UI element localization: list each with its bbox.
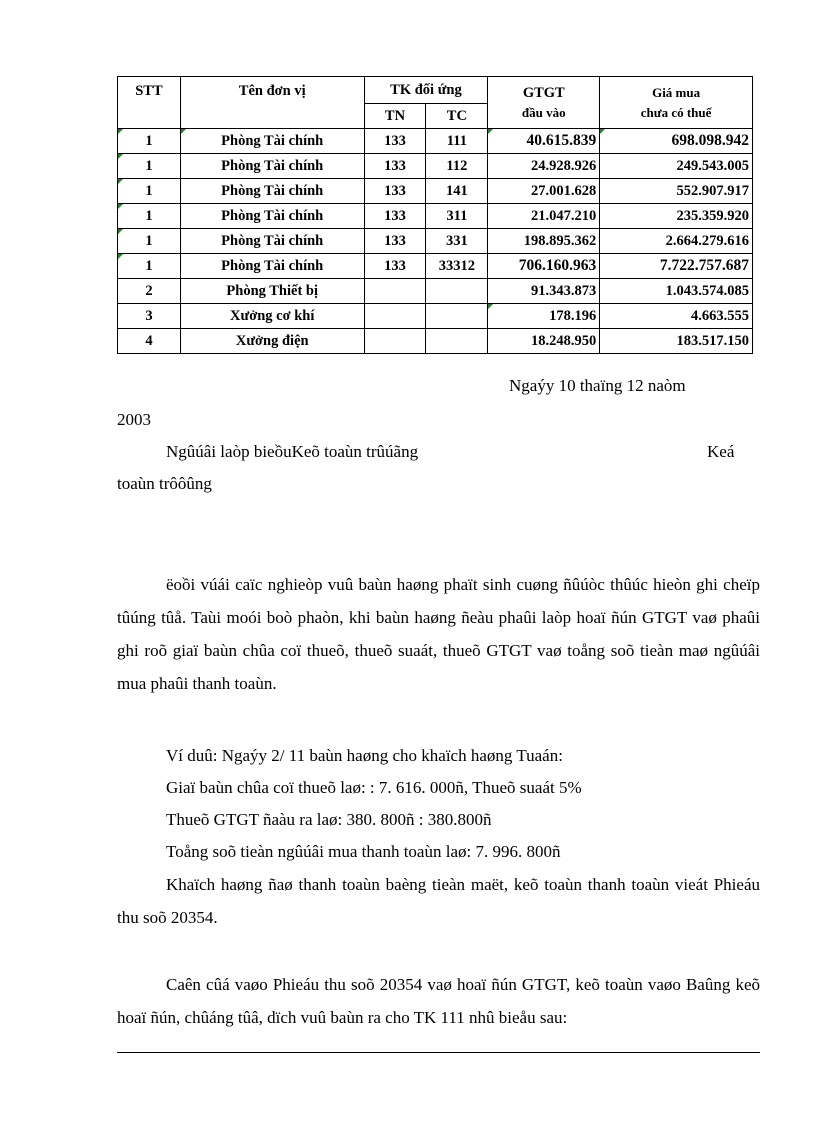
cell-unit: Phòng Tài chính <box>180 229 364 254</box>
cell-tn <box>364 329 426 354</box>
header-gtgt-line1: GTGT <box>522 84 565 101</box>
cell-tn: 133 <box>364 179 426 204</box>
cell-tn: 133 <box>364 154 426 179</box>
paragraph-1: ëoồi vúái caïc nghieòp vuû baùn haøng phaït sinh cuøng ñûúòc thûúc hieòn ghi cheïp tûúng tûå. Taùi moói boò phaòn, khi baùn haøng ñeàu phaûi laòp hoaï ñún GTGT vaø phaûi ghi roõ giaï baùn chûa coï thueõ, thueõ suaát, thueõ GTGT vaø toång soõ tieàn maø ngûúâi mua phaûi thanh toaùn. <box>117 575 760 693</box>
footer-rule <box>117 1052 760 1053</box>
cell-price: 7.722.757.687 <box>600 254 753 279</box>
cell-price: 235.359.920 <box>600 204 753 229</box>
cell-unit: Phòng Tài chính <box>180 179 364 204</box>
paragraph-3: Caên cûá vaøo Phieáu thu soõ 20354 vaø hoaï ñún GTGT, keõ toaùn vaøo Baûng keõ hoaï ñún, chûáng tûâ, dïch vuû baùn ra cho TK 111 nhû bieåu sau: <box>117 975 760 1027</box>
cell-stt: 3 <box>118 304 181 329</box>
cell-unit: Phòng Tài chính <box>180 129 364 154</box>
table-row <box>118 204 753 229</box>
cell-price: 552.907.917 <box>600 179 753 204</box>
cell-stt: 1 <box>118 204 181 229</box>
cell-tn <box>364 279 426 304</box>
cell-stt: 1 <box>118 129 181 154</box>
cell-stt: 1 <box>118 179 181 204</box>
signature-left: Ngûúâi laòp bieồuKeõ toaùn trûúãng <box>166 442 419 461</box>
year-line: 2003 <box>117 410 151 429</box>
cell-tc: 33312 <box>426 254 488 279</box>
cell-unit: Xưởng cơ khí <box>180 304 364 329</box>
cell-stt: 1 <box>118 229 181 254</box>
table-row <box>118 279 753 304</box>
cell-unit: Phòng Tài chính <box>180 204 364 229</box>
cell-tc: 112 <box>426 154 488 179</box>
cell-gtgt: 40.615.839 <box>488 129 600 154</box>
cell-gtgt: 178.196 <box>488 304 600 329</box>
cell-unit: Phòng Thiết bị <box>180 279 364 304</box>
cell-tc: 331 <box>426 229 488 254</box>
header-unit: Tên đơn vị <box>180 77 364 129</box>
cell-tc <box>426 329 488 354</box>
cell-gtgt: 91.343.873 <box>488 279 600 304</box>
cell-tc: 311 <box>426 204 488 229</box>
cell-price: 4.663.555 <box>600 304 753 329</box>
table-row <box>118 329 753 354</box>
cell-stt: 4 <box>118 329 181 354</box>
cell-unit: Phòng Tài chính <box>180 154 364 179</box>
paragraph-2: Khaïch haøng ñaø thanh toaùn baèng tieàn maët, keõ toaùn thanh toaùn vieát Phieáu thu soõ 20354. <box>117 875 760 927</box>
table-row <box>118 129 753 154</box>
cell-tn <box>364 304 426 329</box>
cell-tn: 133 <box>364 204 426 229</box>
header-price-line1: Giá mua <box>652 84 701 100</box>
cell-price: 2.664.279.616 <box>600 229 753 254</box>
cell-unit: Xưởng điện <box>180 329 364 354</box>
cell-gtgt: 198.895.362 <box>488 229 600 254</box>
cell-tc <box>426 279 488 304</box>
header-tn: TN <box>364 104 426 129</box>
cell-tc: 111 <box>426 129 488 154</box>
header-tk: TK đối ứng <box>364 77 488 104</box>
cell-unit: Phòng Tài chính <box>180 254 364 279</box>
cell-gtgt: 21.047.210 <box>488 204 600 229</box>
cell-tn: 133 <box>364 129 426 154</box>
table-row <box>118 179 753 204</box>
example-line-2: Giaï baùn chûa coï thueõ laø: : 7. 616. 000ñ, Thueõ suaát 5% <box>166 778 582 797</box>
cell-gtgt: 18.248.950 <box>488 329 600 354</box>
header-gtgt-line2: đầu vào <box>521 104 566 120</box>
cell-stt: 1 <box>118 254 181 279</box>
header-gtgt <box>488 77 600 129</box>
cell-tc: 141 <box>426 179 488 204</box>
cell-price: 183.517.150 <box>600 329 753 354</box>
signature-right-cont: toaùn trôôûng <box>117 474 212 493</box>
signature-right: Keá <box>707 442 735 461</box>
example-line-3: Thueõ GTGT ñaàu ra laø: 380. 800ñ : 380.800ñ <box>166 810 492 829</box>
cell-price: 249.543.005 <box>600 154 753 179</box>
example-line-4: Toång soõ tieàn ngûúâi mua thanh toaùn laø: 7. 996. 800ñ <box>166 842 561 861</box>
table-row <box>118 154 753 179</box>
table-row <box>118 304 753 329</box>
cell-tn: 133 <box>364 254 426 279</box>
cell-price: 698.098.942 <box>600 129 753 154</box>
cell-gtgt: 706.160.963 <box>488 254 600 279</box>
cell-gtgt: 24.928.926 <box>488 154 600 179</box>
header-price-line2: chưa có thuế <box>640 104 712 120</box>
table-row <box>118 229 753 254</box>
date-line: Ngaýy 10 thaïng 12 naòm <box>509 376 686 395</box>
cell-price: 1.043.574.085 <box>600 279 753 304</box>
cell-tn: 133 <box>364 229 426 254</box>
tax-ledger-table <box>117 76 753 354</box>
cell-stt: 2 <box>118 279 181 304</box>
header-stt: STT <box>118 77 181 129</box>
example-line-1: Ví duû: Ngaýy 2/ 11 baùn haøng cho khaïch haøng Tuaán: <box>166 746 563 765</box>
header-tc: TC <box>426 104 488 129</box>
cell-tc <box>426 304 488 329</box>
header-price <box>600 77 753 129</box>
table-row <box>118 254 753 279</box>
cell-gtgt: 27.001.628 <box>488 179 600 204</box>
cell-stt: 1 <box>118 154 181 179</box>
